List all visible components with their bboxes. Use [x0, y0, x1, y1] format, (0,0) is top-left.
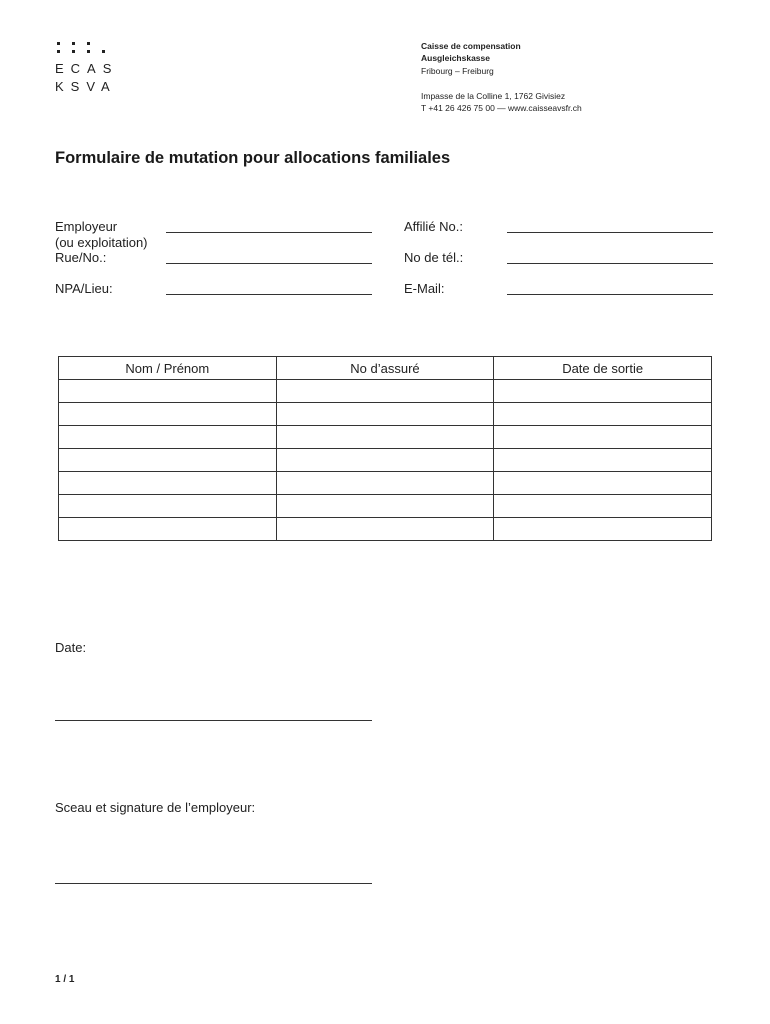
table-row: [59, 403, 712, 426]
email-field[interactable]: [507, 294, 713, 295]
table-cell[interactable]: [59, 472, 277, 495]
street-label: Rue/No.:: [55, 250, 107, 265]
table-cell[interactable]: [276, 426, 494, 449]
table-row: [59, 518, 712, 541]
employer-sublabel: (ou exploitation): [55, 235, 148, 250]
org-city: Fribourg – Freiburg: [421, 66, 494, 76]
column-header-insured-no: No d’assuré: [276, 357, 494, 380]
table-row: [59, 449, 712, 472]
phone-field[interactable]: [507, 263, 713, 264]
table-cell[interactable]: [494, 449, 712, 472]
table-row: [59, 495, 712, 518]
phone-label: No de tél.:: [404, 250, 464, 265]
table-cell[interactable]: [276, 472, 494, 495]
table-header-row: [59, 357, 712, 380]
table-cell[interactable]: [59, 449, 277, 472]
street-field[interactable]: [166, 263, 372, 264]
column-header-exit-date: Date de sortie: [494, 357, 712, 380]
org-name-fr: Caisse de compensation: [421, 41, 521, 51]
table-cell[interactable]: [276, 495, 494, 518]
table-cell[interactable]: [276, 449, 494, 472]
affiliate-field[interactable]: [507, 232, 713, 233]
table-cell[interactable]: [494, 518, 712, 541]
logo-dots: [55, 40, 115, 54]
table-cell[interactable]: [494, 472, 712, 495]
table-cell[interactable]: [59, 518, 277, 541]
table-cell[interactable]: [276, 403, 494, 426]
table-cell[interactable]: [494, 380, 712, 403]
table-cell[interactable]: [276, 380, 494, 403]
npa-field[interactable]: [166, 294, 372, 295]
logo-text-ksva: KSVA: [55, 79, 117, 94]
table-row: [59, 472, 712, 495]
column-header-name: Nom / Prénom: [59, 357, 277, 380]
table-cell[interactable]: [276, 518, 494, 541]
table-cell[interactable]: [59, 380, 277, 403]
org-address: Impasse de la Colline 1, 1762 Givisiez: [421, 91, 566, 101]
table-cell[interactable]: [59, 403, 277, 426]
table-cell[interactable]: [494, 426, 712, 449]
signature-label: Sceau et signature de l’employeur:: [55, 800, 256, 815]
table-cell[interactable]: [59, 426, 277, 449]
page-title: Formulaire de mutation pour allocations familiales: [55, 149, 451, 167]
table-cell[interactable]: [494, 495, 712, 518]
org-contact: T +41 26 426 75 00 — www.caisseavsfr.ch: [421, 103, 582, 113]
table-row: [59, 426, 712, 449]
employer-label: Employeur: [55, 219, 118, 234]
signature-field[interactable]: [55, 883, 372, 884]
org-name-de: Ausgleichskasse: [421, 53, 490, 63]
email-label: E-Mail:: [404, 281, 445, 296]
date-field[interactable]: [55, 720, 372, 721]
table-cell[interactable]: [494, 403, 712, 426]
date-label: Date:: [55, 640, 87, 655]
npa-label: NPA/Lieu:: [55, 281, 113, 296]
table-cell[interactable]: [59, 495, 277, 518]
logo-text-ecas: ECAS: [55, 61, 119, 76]
page-number: 1 / 1: [55, 974, 75, 985]
table-row: [59, 380, 712, 403]
affiliate-label: Affilié No.:: [404, 219, 464, 234]
employer-field[interactable]: [166, 232, 372, 233]
employee-table: [58, 356, 712, 541]
